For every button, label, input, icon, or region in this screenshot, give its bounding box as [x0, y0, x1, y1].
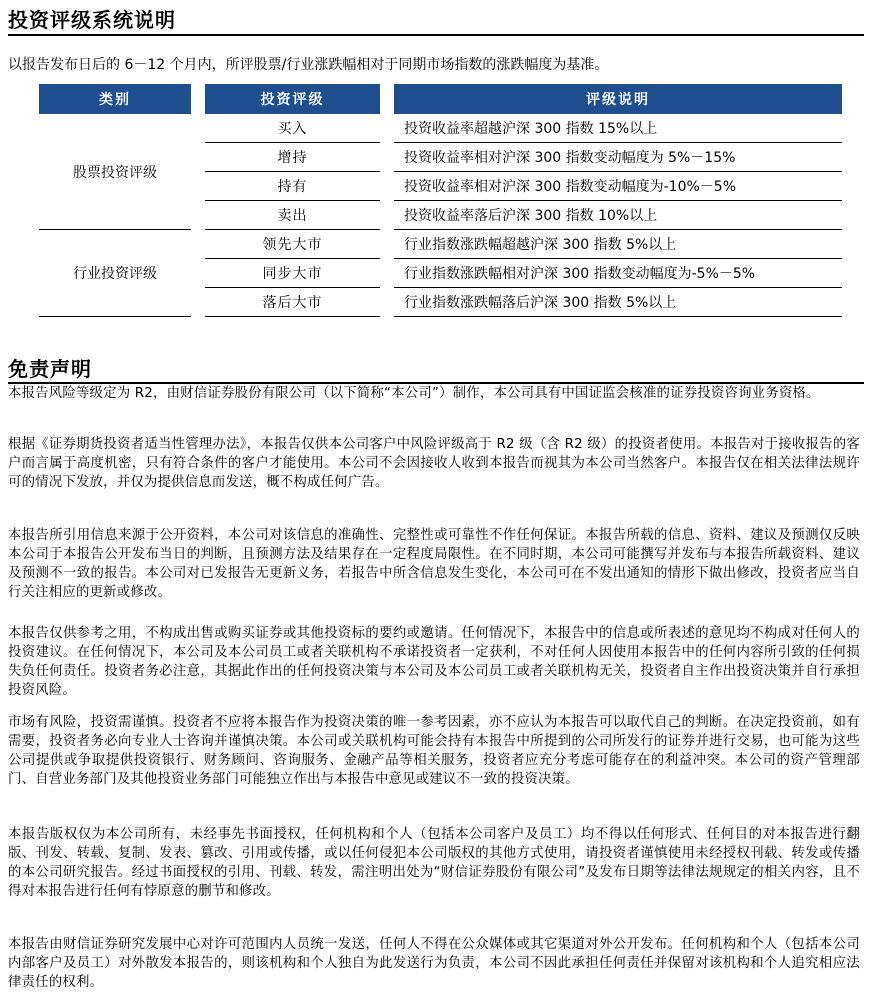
disclaimer-text: 根据《证券期货投资者适当性管理办法》，本报告仅供本公司客户中风险评级高于 R2 级（含 R2 级）的投资者使用。本报告对于接收报告的客户而言属于高度机密，只有符合条件的客户才能使用。本公司不会因接收人收到本报告而视其为本公司当然客户。本报告仅在相关法律法规许可的情况下发放，并仅为提供信息而发送，概不构成任何广告。 — [8, 437, 860, 490]
rating-intro: 以报告发布日后的 6－12 个月内，所评股票/行业涨跌幅相对于同期市场指数的涨跌幅度为基准。 — [8, 57, 609, 73]
rating-section-rule — [8, 34, 864, 36]
description-cell: 投资收益率超越沪深 300 指数 15%以上 — [394, 114, 842, 143]
description-cell: 行业指数涨跌幅落后沪深 300 指数 5%以上 — [394, 288, 842, 317]
disclaimer-title: 免责声明 — [8, 357, 92, 381]
grade-cell: 持有 — [205, 172, 380, 201]
disclaimer-paragraph — [8, 825, 860, 901]
disclaimer-text: 本报告仅供参考之用，不构成出售或购买证券或其他投资标的要约或邀请。任何情况下，本报告中的信息或所表述的意见均不构成对任何人的投资建议。在任何情况下，本公司及本公司员工或者关联机构不承诺投资者一定获利，不对任何人因使用本报告中的任何内容所引致的任何损失负任何责任。投资者务必注意，其据此作出的任何投资决策与本公司及本公司员工或者关联机构无关，投资者自主作出投资决策并自行承担投资风险。 — [8, 626, 860, 698]
grade-cell: 落后大市 — [205, 288, 380, 317]
table-row — [39, 230, 842, 259]
grade-cell: 卖出 — [205, 201, 380, 230]
rating-table — [39, 84, 842, 317]
grade-cell: 同步大市 — [205, 259, 380, 288]
category-industry: 行业投资评级 — [39, 230, 191, 317]
disclaimer-paragraph — [8, 624, 860, 700]
description-cell: 行业指数涨跌幅超越沪深 300 指数 5%以上 — [394, 230, 842, 259]
disclaimer-paragraph — [8, 713, 860, 789]
header-description: 评级说明 — [394, 84, 842, 114]
description-cell: 投资收益率落后沪深 300 指数 10%以上 — [394, 201, 842, 230]
disclaimer-text: 市场有风险，投资需谨慎。投资者不应将本报告作为投资决策的唯一参考因素，亦不应认为本报告可以取代自己的判断。在决定投资前，如有需要，投资者务必向专业人士咨询并谨慎决策。本公司或关联机构可能会持有本报告中所提到的公司所发行的证券并进行交易，也可能为这些公司提供或争取提供投资银行、财务顾问、咨询服务、金融产品等相关服务，投资者应充分考虑可能存在的利益冲突。本公司的资产管理部门、自营业务部门及其他投资业务部门可能独立作出与本报告中意见或建议不一致的投资决策。 — [8, 715, 860, 787]
grade-cell: 增持 — [205, 143, 380, 172]
disclaimer-paragraph — [8, 526, 860, 602]
disclaimer-paragraph — [8, 935, 860, 992]
disclaimer-text: 本报告风险等级定为 R2，由财信证券股份有限公司（以下简称“本公司”）制作，本公司具有中国证监会核准的证券投资咨询业务资格。 — [8, 386, 820, 401]
rating-table-header — [39, 84, 842, 114]
table-row — [39, 114, 842, 143]
category-stock: 股票投资评级 — [39, 114, 191, 230]
description-cell: 投资收益率相对沪深 300 指数变动幅度为 5%－15% — [394, 143, 842, 172]
disclaimer-text: 本报告版权仅为本公司所有，未经事先书面授权，任何机构和个人（包括本公司客户及员工）均不得以任何形式、任何目的对本报告进行翻版、刊发、转载、复制、发表、篡改、引用或传播，或以任何侵犯本公司版权的其他方式使用，请投资者谨慎使用未经授权刊载、转发或传播的本公司研究报告。经过书面授权的引用、刊载、转发，需注明出处为“财信证券股份有限公司”及发布日期等法律法规规定的相关内容，且不得对本报告进行任何有悖原意的删节和修改。 — [8, 827, 860, 899]
disclaimer-paragraph — [8, 435, 860, 492]
header-grade: 投资评级 — [205, 84, 380, 114]
disclaimer-paragraph — [8, 384, 860, 403]
grade-cell: 买入 — [205, 114, 380, 143]
header-category: 类别 — [39, 84, 191, 114]
description-cell: 投资收益率相对沪深 300 指数变动幅度为-10%－5% — [394, 172, 842, 201]
disclaimer-text: 本报告由财信证券研究发展中心对许可范围内人员统一发送，任何人不得在公众媒体或其它渠道对外公开发布。任何机构和个人（包括本公司内部客户及员工）对外散发本报告的，则该机构和个人独自为此发送行为负责，本公司不因此承担任何责任并保留对该机构和个人追究相应法律责任的权利。 — [8, 937, 860, 990]
disclaimer-text: 本报告所引用信息来源于公开资料，本公司对该信息的准确性、完整性或可靠性不作任何保证。本报告所载的信息、资料、建议及预测仅反映本公司于本报告公开发布当日的判断，且预测方法及结果存在一定程度局限性。在不同时期，本公司可能撰写并发布与本报告所载资料、建议及预测不一致的报告。本公司对已发报告无更新义务，若报告中所含信息发生变化，本公司可在不发出通知的情形下做出修改，投资者应当自行关注相应的更新或修改。 — [8, 528, 860, 600]
description-cell: 行业指数涨跌幅相对沪深 300 指数变动幅度为-5%－5% — [394, 259, 842, 288]
grade-cell: 领先大市 — [205, 230, 380, 259]
rating-section-title: 投资评级系统说明 — [8, 8, 176, 32]
